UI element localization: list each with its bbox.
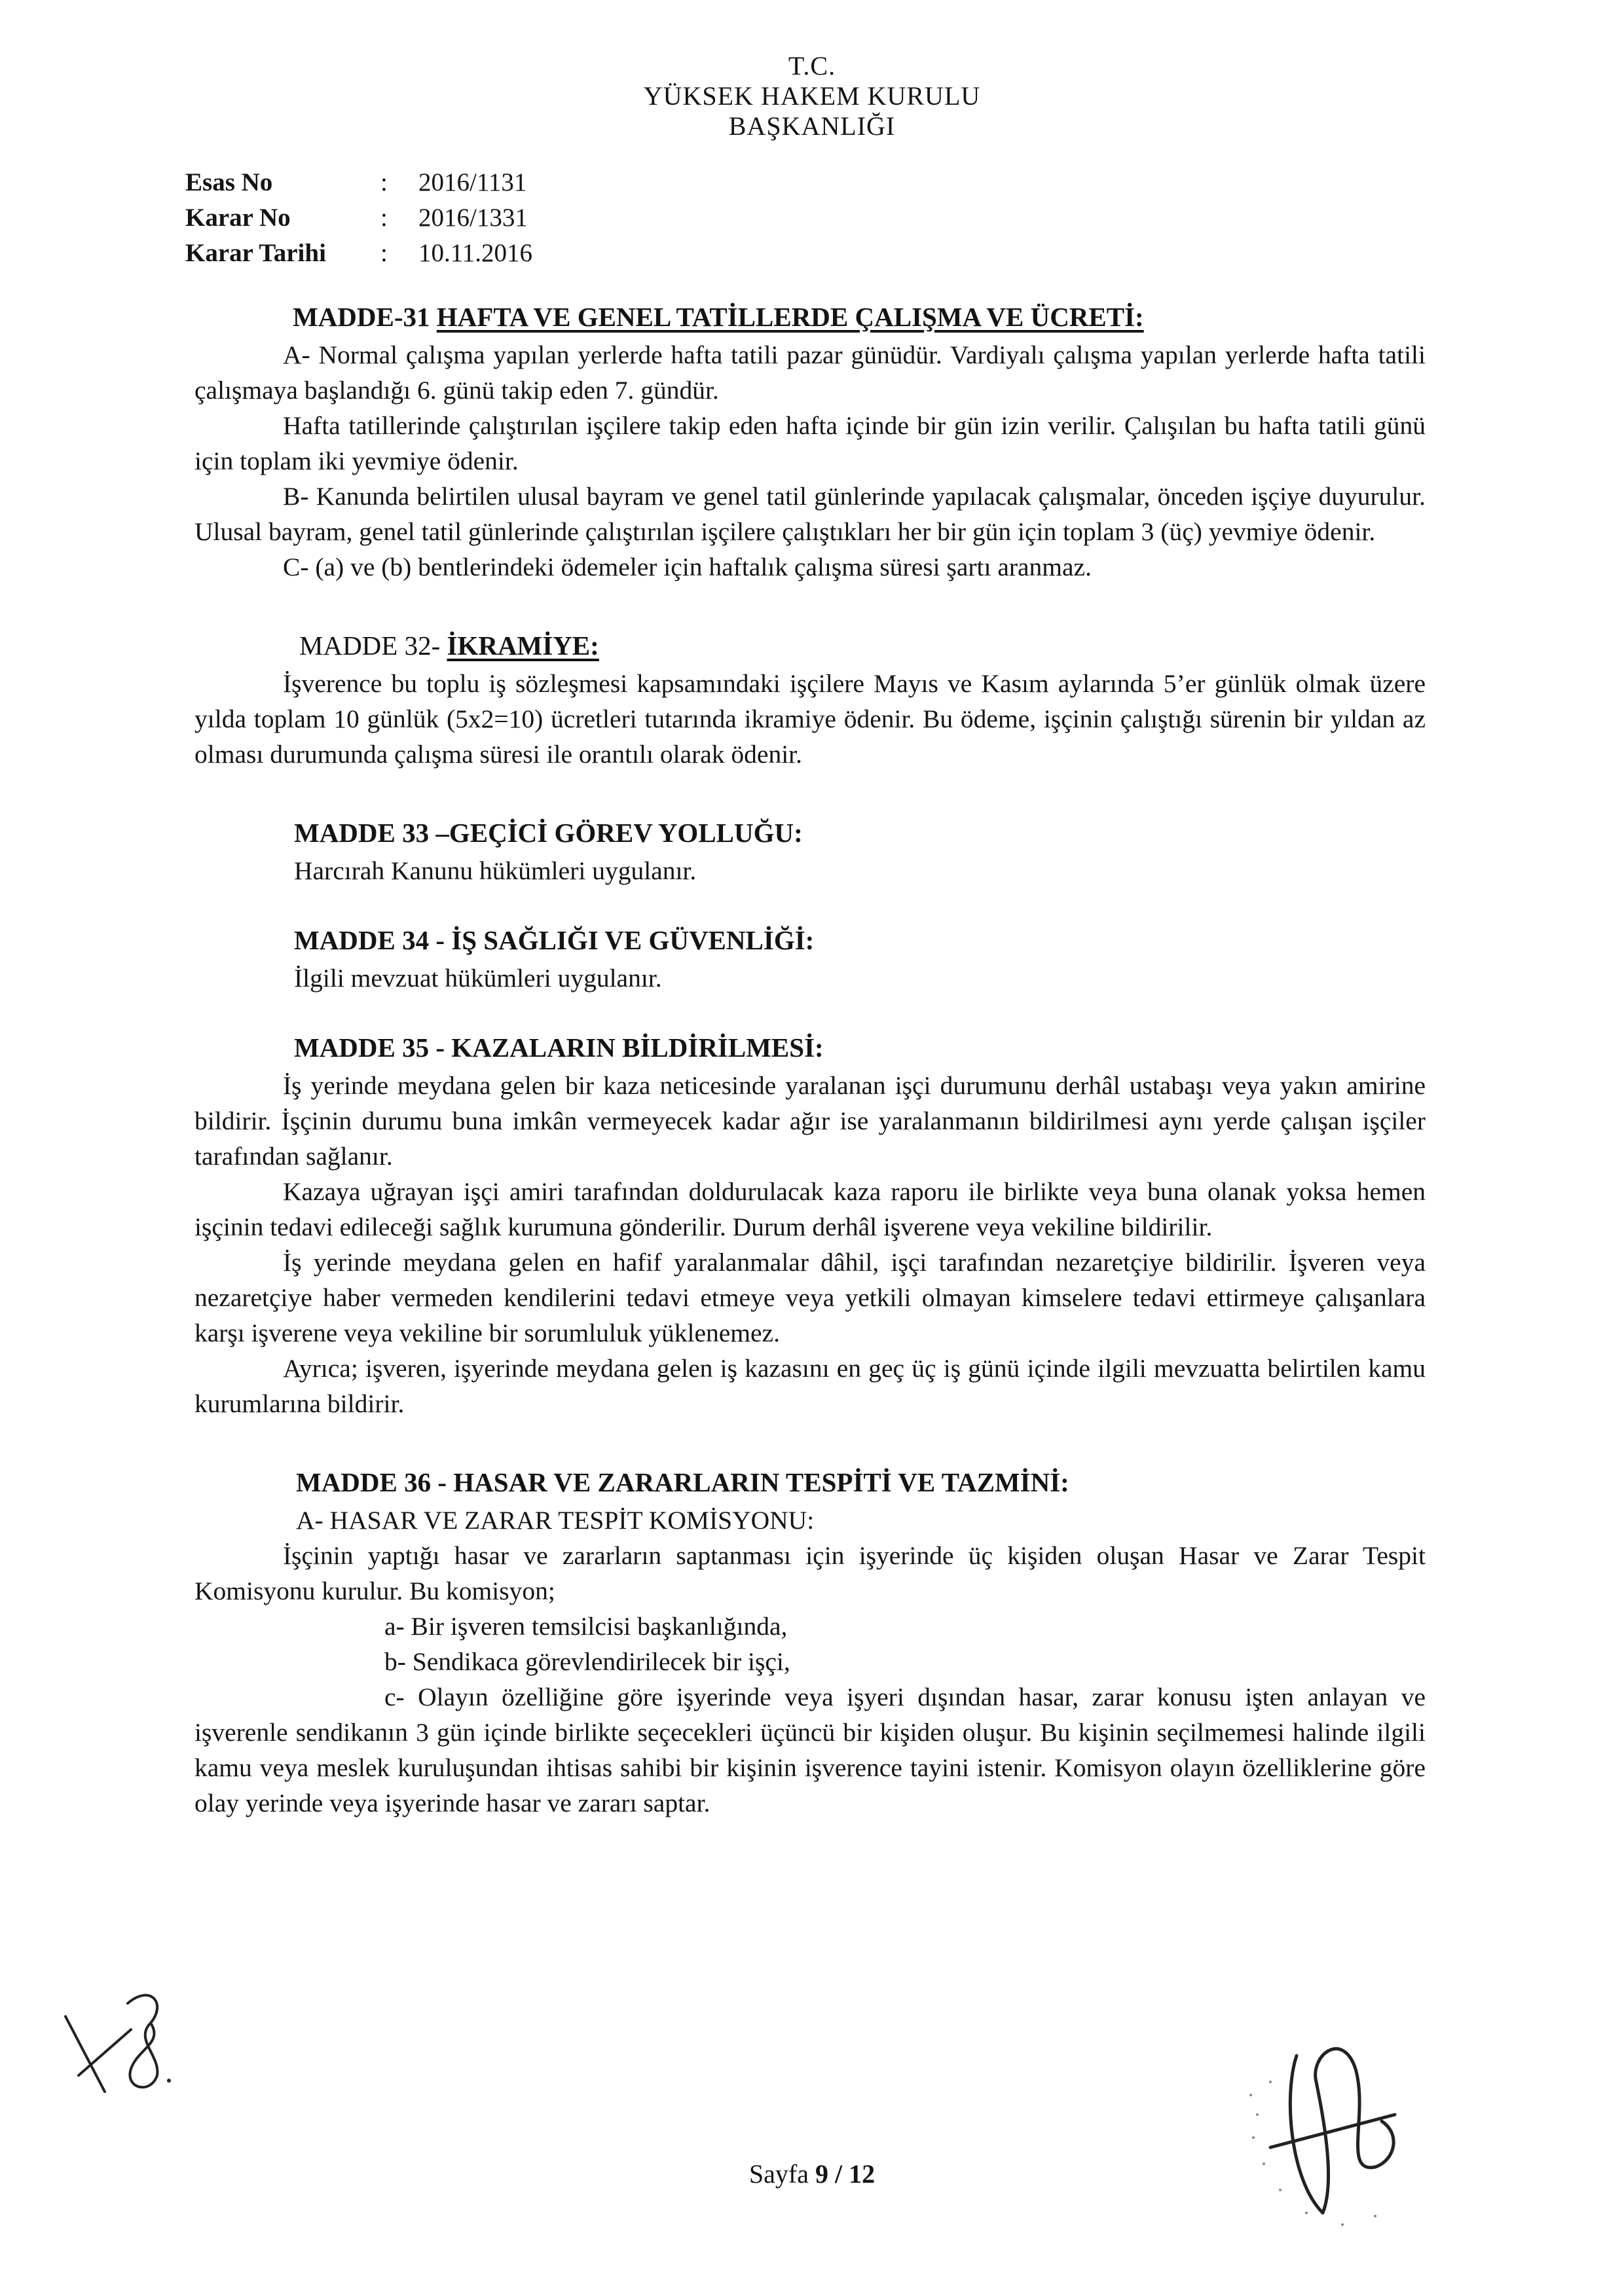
meta-value: 10.11.2016 — [418, 239, 533, 267]
article-35-para-4: Ayrıca; işveren, işyerinde meydana gelen iş kazasını en geç üç iş günü içinde ilgili mevzuatta belirtilen kamu kurumlarına bildirir. — [194, 1354, 1426, 1418]
article-35-para-2: Kazaya uğrayan işçi amiri tarafından doldurulacak kaza raporu ile birlikte veya buna olanak yoksa hemen işçinin tedavi edileceği sağlık kurumuna gönderilir. Durum derhâl işverene veya vekiline bildirilir. — [194, 1177, 1426, 1241]
article-31 — [194, 298, 1426, 585]
article-36-para-1: İşçinin yaptığı hasar ve zararların saptanması için işyerinde üç kişiden oluşan Hasar ve Zarar Tespit Komisyonu kurulur. Bu komisyon; — [194, 1541, 1426, 1605]
meta-label: Karar No — [185, 204, 291, 232]
article-36 — [194, 1463, 1426, 1821]
article-31-number: MADDE-31 — [293, 302, 437, 332]
article-35-para-1: İş yerinde meydana gelen bir kaza neticesinde yaralanan işçi durumunu derhâl ustabaşı veya yakın amirine bildirir. İşçinin durumu buna imkân vermeyecek kadar ağır ise yaralanmanın bildirilmesi aynı yerde çalışan işçiler tarafından sağlanır. — [194, 1071, 1426, 1171]
header-line-presidency: BAŞKANLIĞI — [728, 111, 896, 141]
article-35 — [194, 1029, 1426, 1421]
article-36-item-c: c- Olayın özelliğine göre işyerinde veya işyeri dışından hasar, zarar konusu işten anlayan ve işverenle sendikanın 3 gün içinde birlikte seçecekleri üçüncü bir kişiden oluşur. Bu kişinin seçilmemesi halinde ilgili kamu veya meslek kuruluşundan ihtisas sahibi bir kişinin işverence tayini istenir. Komisyon olayın özelliklerine göre olay yerinde veya işyerinde hasar ve zararı saptar. — [194, 1683, 1426, 1817]
case-meta — [185, 165, 532, 271]
handwritten-mark — [52, 1977, 177, 2102]
article-31-para-c: C- (a) ve (b) bentlerindeki ödemeler için haftalık çalışma süresi şartı aranmaz. — [283, 553, 1092, 581]
article-31-para-a2: Hafta tatillerinde çalıştırılan işçilere takip eden hafta içinde bir gün izin verilir. Çalışılan bu hafta tatili günü için toplam iki yevmiye ödenir. — [194, 411, 1426, 475]
meta-row-tarih — [185, 236, 532, 271]
article-32-heading: İKRAMİYE: — [447, 630, 599, 661]
meta-row-esas — [185, 165, 532, 200]
document-header — [393, 51, 1231, 141]
article-31-title — [293, 298, 1426, 336]
article-31-para-b: B- Kanunda belirtilen ulusal bayram ve genel tatil günlerinde yapılacak çalışmalar, önceden işçiye duyurulur. Ulusal bayram, genel tatil günlerinde çalıştırılan işçilere çalıştıkları her bir gün için toplam 3 (üç) yevmiye ödenir. — [194, 482, 1426, 546]
article-36-title: MADDE 36 - HASAR VE ZARARLARIN TESPİTİ VE TAZMİNİ: — [296, 1467, 1069, 1497]
article-32-para: İşverence bu toplu iş sözleşmesi kapsamındaki işçilere Mayıs ve Kasım aylarında 5’er günlük olmak üzere yılda toplam 10 günlük (5x2=10) ücretleri tutarında ikramiye ödenir. Bu ödeme, işçinin çalıştığı sürenin bir yıldan az olması durumunda çalışma süresi ile orantılı olarak ödenir. — [194, 669, 1426, 769]
article-36-item-a: a- Bir işveren temsilcisi başkanlığında, — [384, 1612, 788, 1641]
meta-label: Karar Tarihi — [185, 239, 326, 267]
header-line-tc: T.C. — [788, 51, 836, 81]
article-34 — [194, 921, 1426, 996]
article-36-subhead: A- HASAR VE ZARAR TESPİT KOMİSYONU: — [296, 1506, 815, 1535]
article-32-title — [299, 627, 1426, 665]
article-33 — [194, 814, 1426, 888]
article-35-para-3: İş yerinde meydana gelen en hafif yaralanmalar dâhil, işçi tarafından nezaretçiye bildirilir. İşveren veya nezaretçiye haber vermeden kendilerini tedavi etmeye veya yetkili olmayan kimselere tedavi ettirmeye çalışanlara karşı işverene veya vekiline bir sorumluluk yüklenemez. — [194, 1248, 1426, 1347]
article-32-number: MADDE 32- — [299, 630, 447, 661]
article-34-para: İlgili mevzuat hükümleri uygulanır. — [294, 964, 662, 993]
signature-mark — [1244, 2016, 1408, 2232]
document-body — [194, 298, 1426, 1821]
article-33-para: Harcırah Kanunu hükümleri uygulanır. — [294, 856, 697, 885]
article-32 — [194, 627, 1426, 772]
article-31-heading: HAFTA VE GENEL TATİLLERDE ÇALIŞMA VE ÜCRETİ: — [436, 302, 1144, 332]
meta-label: Esas No — [185, 168, 273, 196]
header-line-institution: YÜKSEK HAKEM KURULU — [643, 81, 981, 111]
footer-prefix: Sayfa — [748, 2159, 815, 2189]
article-31-para-a: A- Normal çalışma yapılan yerlerde hafta tatili pazar günüdür. Vardiyalı çalışma yapılan yerlerde hafta tatili çalışmaya başlandığı 6. günü takip eden 7. gündür. — [194, 340, 1426, 405]
meta-sep: : — [380, 239, 388, 267]
meta-sep: : — [380, 168, 388, 196]
article-33-title: MADDE 33 –GEÇİCİ GÖREV YOLLUĞU: — [294, 818, 803, 848]
meta-sep: : — [380, 204, 388, 232]
meta-value: 2016/1331 — [418, 204, 528, 232]
article-35-title: MADDE 35 - KAZALARIN BİLDİRİLMESİ: — [294, 1032, 824, 1063]
page-number: 9 / 12 — [815, 2159, 876, 2189]
meta-row-karar — [185, 200, 532, 236]
meta-value: 2016/1131 — [418, 168, 527, 196]
article-36-item-b: b- Sendikaca görevlendirilecek bir işçi, — [384, 1647, 790, 1676]
article-34-title: MADDE 34 - İŞ SAĞLIĞI VE GÜVENLİĞİ: — [294, 925, 815, 955]
